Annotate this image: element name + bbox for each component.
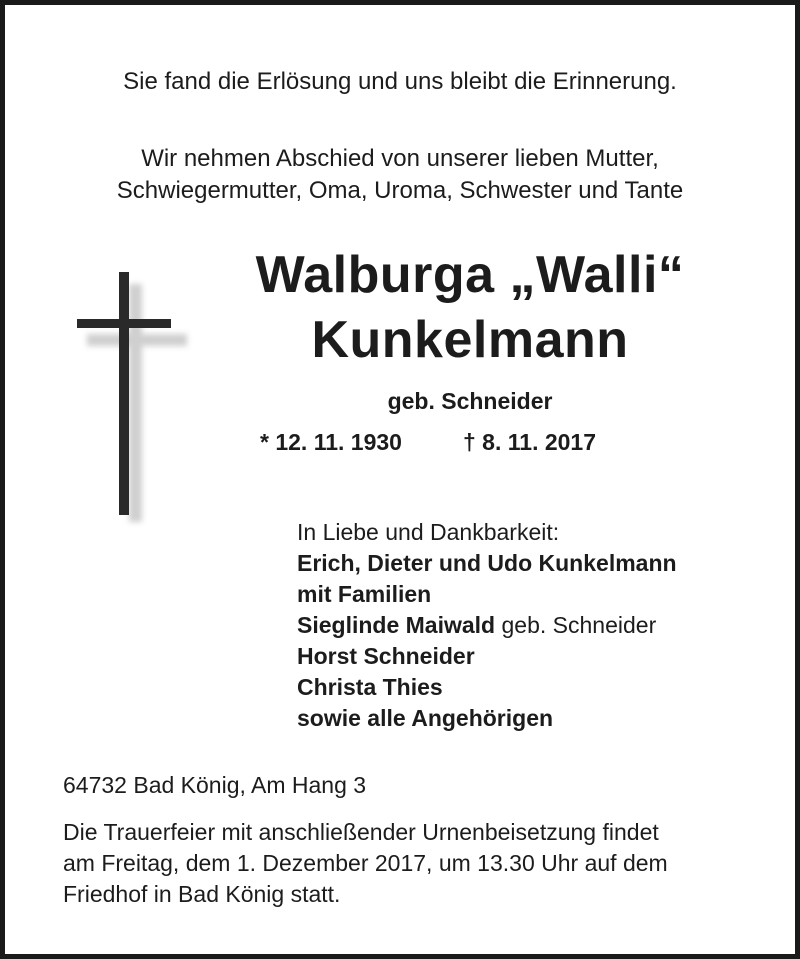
- ceremony-line: Friedhof in Bad König statt.: [63, 881, 341, 907]
- mourner-line: mit Familien: [297, 581, 432, 607]
- mourner-name: Sieglinde Maiwald: [297, 612, 496, 638]
- intro-quote: Sie fand die Erlösung und uns bleibt die Erinnerung.: [123, 68, 677, 95]
- mourners-list: [297, 517, 677, 734]
- farewell-line-1: Wir nehmen Abschied von unserer lieben Mutter,: [141, 145, 659, 172]
- mourner-line: Horst Schneider: [297, 643, 475, 669]
- death-date: † 8. 11. 2017: [463, 429, 597, 455]
- birth-date: * 12. 11. 1930: [260, 429, 402, 455]
- deceased-name-last: Kunkelmann: [311, 311, 629, 369]
- mourner-line: Erich, Dieter und Udo Kunkelmann: [297, 550, 677, 576]
- farewell-line-2: Schwiegermutter, Oma, Uroma, Schwester und Tante: [116, 177, 684, 204]
- mourner-maiden-name: geb. Schneider: [495, 612, 657, 638]
- mourner-line: [297, 610, 677, 641]
- maiden-name: geb. Schneider: [387, 388, 553, 414]
- ceremony-info: [63, 817, 668, 910]
- deceased-name-first: Walburga „Walli“: [255, 246, 685, 304]
- ceremony-line: am Freitag, dem 1. Dezember 2017, um 13.30 Uhr auf dem: [63, 850, 668, 876]
- address: 64732 Bad König, Am Hang 3: [63, 772, 367, 798]
- ceremony-line: Die Trauerfeier mit anschließender Urnenbeisetzung findet: [63, 819, 659, 845]
- mourner-line: sowie alle Angehörigen: [297, 705, 554, 731]
- mourner-line: Christa Thies: [297, 674, 443, 700]
- mourners-heading: In Liebe und Dankbarkeit:: [297, 519, 560, 545]
